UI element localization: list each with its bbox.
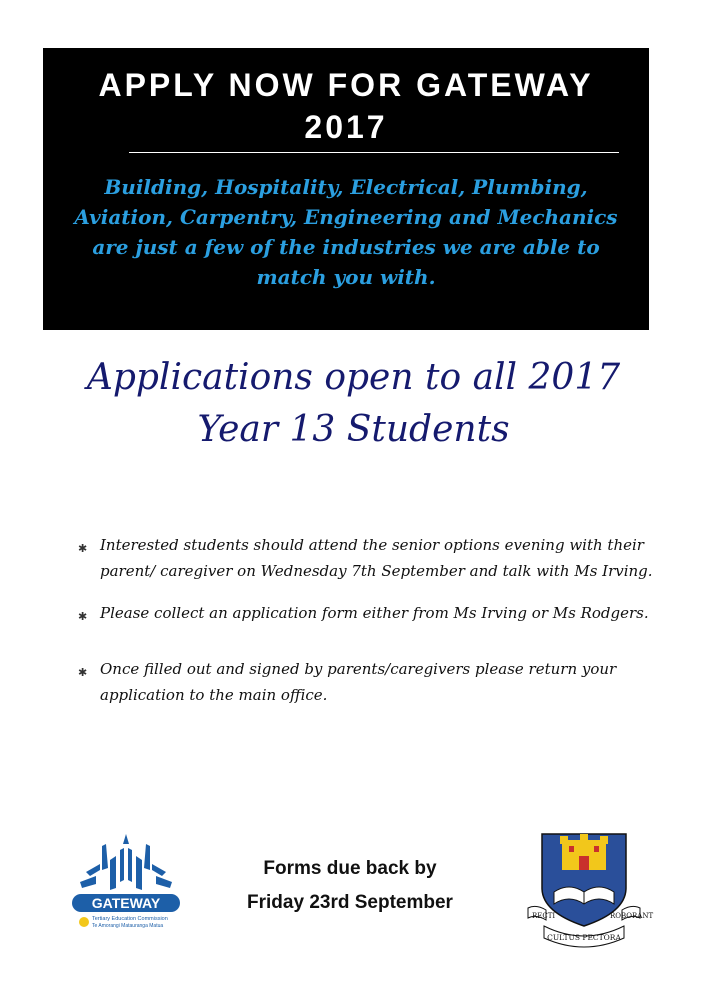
list-item [78,600,658,626]
banner-title-line2: 2017 [304,109,388,145]
list-item [78,656,658,708]
due-line2: Friday 23rd September [247,892,453,913]
headline-line2: Year 13 Students [197,409,510,450]
crest-motto-right: ROBORANT [610,912,654,920]
list-item-text: Interested students should attend the senior options evening with their parent/ caregiver on Wednesday 7th September and talk with Ms Irving. [100,536,653,580]
gateway-logo [66,830,186,940]
headline [0,352,707,456]
banner-title [43,64,649,148]
gateway-logo-sub2: Te Amorangi Matauranga Matua [92,923,164,929]
banner-divider [129,152,619,153]
due-line1: Forms due back by [263,858,437,879]
banner-title-line1: APPLY NOW FOR GATEWAY [98,67,594,103]
header-banner [43,48,649,330]
headline-line1: Applications open to all 2017 [86,357,621,398]
industries-text: Building, Hospitality, Electrical, Plumbing, Aviation, Carpentry, Engineering and Mechanics are just a few of the industries we are able to match you with. [74,175,618,289]
list-item-text: Please collect an application form either from Ms Irving or Ms Rodgers. [100,604,649,622]
gateway-logo-name: GATEWAY [91,895,161,911]
crest-motto-bottom: CULTUS PECTORA [547,933,621,942]
school-crest-logo [524,830,654,950]
list-item-text: Once filled out and signed by parents/caregivers please return your application to the main office. [100,660,617,704]
asterisk-bullet-icon: ✱ [78,542,88,555]
instructions-list [78,532,658,708]
list-item [78,532,658,584]
gateway-logo-sub1: Tertiary Education Commission [92,916,168,922]
asterisk-bullet-icon: ✱ [78,666,88,679]
crest-motto-left: RECTI [532,912,556,920]
asterisk-bullet-icon: ✱ [78,610,88,623]
due-date-notice [200,852,500,920]
